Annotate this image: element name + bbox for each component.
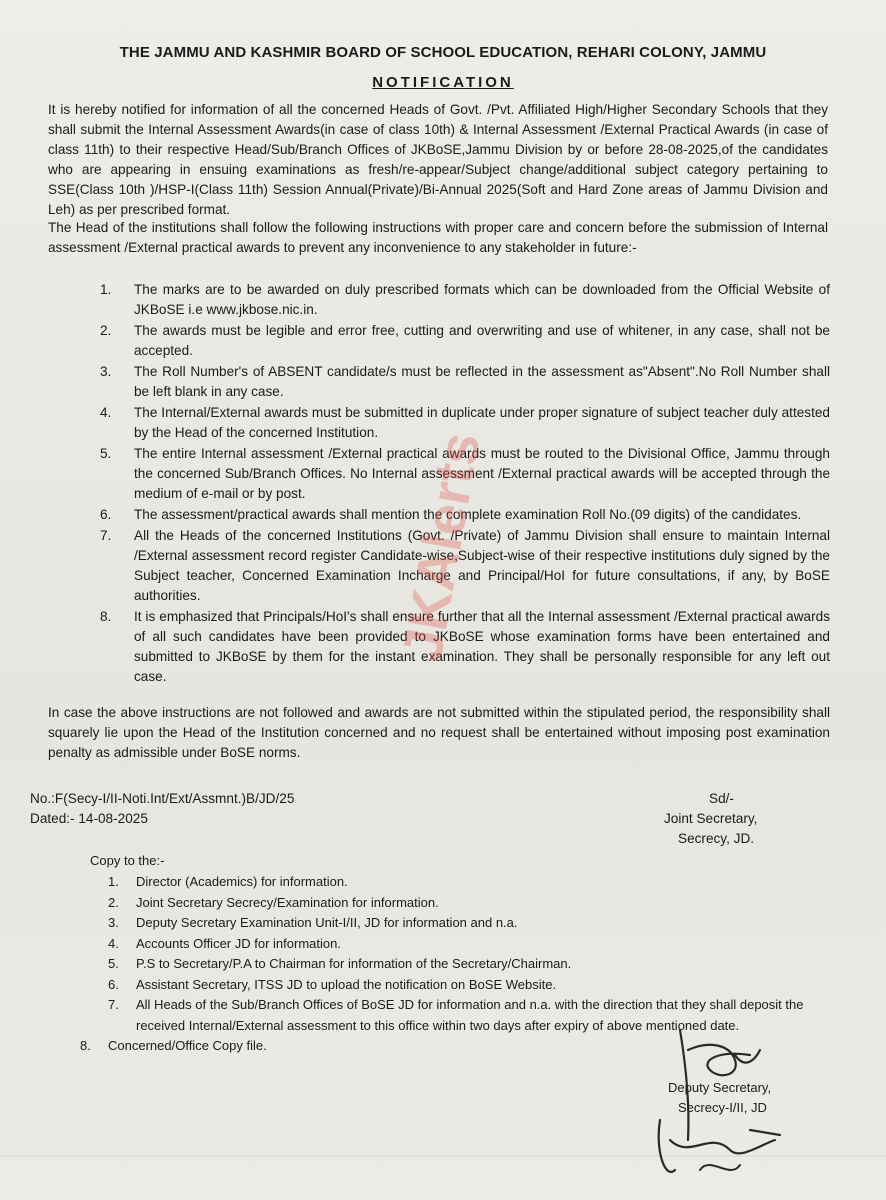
reference-date: Dated:- 14-08-2025 bbox=[30, 811, 148, 826]
signatory-title: Joint Secretary, bbox=[664, 811, 758, 826]
intro-paragraph: It is hereby notified for information of all the concerned Heads of Govt. /Pvt. Affiliated High/Higher Secondary Schools that they shall submit the Internal Assessment Awards(in case of class 10th) & Internal Assessment /External Practical Awards (in case of class 11th) to their respective Head/Sub/Branch Offices of JKBoSE,Jammu Division by or before 28-08-2025,of the candidates who are appearing in ensuing examinations as fresh/re-appear/Subject change/additional subject category pertaining to SSE(Class 10th )/HSP-I(Class 11th) Session Annual(Private)/Bi-Annual 2025(Soft and Hard Zone areas of Jammu Division and Leh) as per prescribed format. bbox=[48, 102, 828, 217]
notification-heading: NOTIFICATION bbox=[372, 74, 514, 91]
instructions-intro: The Head of the institutions shall follow the following instructions with proper care and concern before the submission of Internal assessment /External practical awards to prevent any inconvenience to any stakeholder in future:- bbox=[48, 220, 828, 255]
handwritten-signature bbox=[640, 1020, 790, 1190]
reference-number: No.:F(Secy-I/II-Noti.Int/Ext/Assmnt.)B/JD/25 bbox=[30, 791, 295, 806]
item-number: 5. bbox=[108, 956, 119, 971]
item-text: Director (Academics) for information. bbox=[136, 874, 348, 889]
item-number: 2. bbox=[108, 894, 119, 910]
item-text: The marks are to be awarded on duly prescribed formats which can be downloaded from the Official Website of JKBoSE i.e www.jkbose.nic.in. bbox=[134, 282, 830, 317]
watermark-text: JKAlerts bbox=[389, 427, 492, 666]
item-number: 7. bbox=[100, 528, 112, 543]
item-text: The Roll Number's of ABSENT candidate/s must be reflected in the assessment as"Absent".No Roll Number shall be left blank in any case. bbox=[134, 364, 830, 399]
item-number: 1. bbox=[108, 874, 119, 889]
item-text: The entire Internal assessment /External practical awards must be routed to the Divisional Office, Jammu through the concerned Sub/Branch Offices. No Internal assessment /External practical awards will be accepted through the medium of e-mail or by post. bbox=[134, 446, 830, 501]
signatory-block bbox=[664, 789, 844, 849]
item-text: Assistant Secretary, ITSS JD to upload the notification on BoSE Website. bbox=[136, 976, 557, 992]
item-text: The assessment/practical awards shall mention the complete examination Roll No.(09 digits) of the candidates. bbox=[134, 507, 802, 522]
item-text: Concerned/Office Copy file. bbox=[108, 1038, 267, 1053]
item-text: All Heads of the Sub/Branch Offices of BoSE JD for information and n.a. with the direction that they shall deposit the received Internal/External assessment to this office within two days after expiry of above mentioned date. bbox=[136, 997, 804, 1033]
closing-paragraph: In case the above instructions are not followed and awards are not submitted within the stipulated period, the responsibility shall squarely lie upon the Head of the Institution concerned and no request shall be entertained without imposing post examination penalty as admissible under BoSE norms. bbox=[48, 705, 830, 760]
list-item bbox=[108, 975, 838, 996]
deputy-office: Secrecy-I/II, JD bbox=[678, 1100, 767, 1115]
list-item bbox=[108, 954, 838, 975]
board-title: THE JAMMU AND KASHMIR BOARD OF SCHOOL EDUCATION, REHARI COLONY, JAMMU bbox=[119, 44, 767, 61]
item-text: Accounts Officer JD for information. bbox=[136, 935, 341, 951]
paper-crease bbox=[0, 1155, 886, 1157]
signed-mark: Sd/- bbox=[709, 791, 734, 806]
item-number: 7. bbox=[108, 997, 119, 1012]
copy-to-heading: Copy to the:- bbox=[90, 853, 165, 868]
list-item bbox=[108, 893, 838, 914]
item-number: 3. bbox=[100, 364, 112, 379]
item-text: Deputy Secretary Examination Unit-I/II, JD for information and n.a. bbox=[136, 915, 518, 930]
watermark bbox=[300, 300, 620, 800]
deputy-title: Deputy Secretary, bbox=[668, 1080, 772, 1095]
reference-block bbox=[30, 789, 294, 829]
item-text: P.S to Secretary/P.A to Chairman for information of the Secretary/Chairman. bbox=[136, 956, 572, 971]
item-text: The Internal/External awards must be submitted in duplicate under proper signature of subject teacher duly attested by the Head of the concerned Institution. bbox=[134, 405, 830, 440]
item-text: Joint Secretary Secrecy/Examination for information. bbox=[136, 894, 439, 910]
item-text: It is emphasized that Principals/HoI's shall ensure further that all the Internal assessment /External practical awards of all such candidates have been provided to JKBoSE whose examination forms have been entertained and submitted to JKBoSE by them for the instant examination. They shall be personally responsible for any left out case. bbox=[134, 609, 830, 684]
item-number: 4. bbox=[108, 935, 119, 951]
item-number: 6. bbox=[108, 976, 119, 992]
list-item bbox=[108, 872, 838, 893]
item-text: All the Heads of the concerned Institutions (Govt. /Private) of Jammu Division shall ensure to maintain Internal /External assessment record register Candidate-wise,Subject-wise of their respective institutions duly signed by the Subject teacher, Concerned Examination Incharge and Principal/HoI for future consultations, if any, by BoSE authorities. bbox=[134, 528, 830, 603]
item-text: The awards must be legible and error free, cutting and overwriting and use of whitener, in any case, shall not be accepted. bbox=[134, 323, 830, 358]
item-number: 3. bbox=[108, 915, 119, 930]
signatory-office: Secrecy, JD. bbox=[678, 831, 755, 846]
item-number: 8. bbox=[100, 609, 112, 624]
item-number: 6. bbox=[100, 507, 112, 522]
item-number: 1. bbox=[100, 282, 112, 297]
item-number: 5. bbox=[100, 446, 112, 461]
item-number: 8. bbox=[80, 1038, 91, 1053]
list-item bbox=[108, 934, 838, 955]
item-number: 4. bbox=[100, 405, 112, 420]
item-number: 2. bbox=[100, 323, 112, 338]
list-item bbox=[108, 913, 838, 934]
